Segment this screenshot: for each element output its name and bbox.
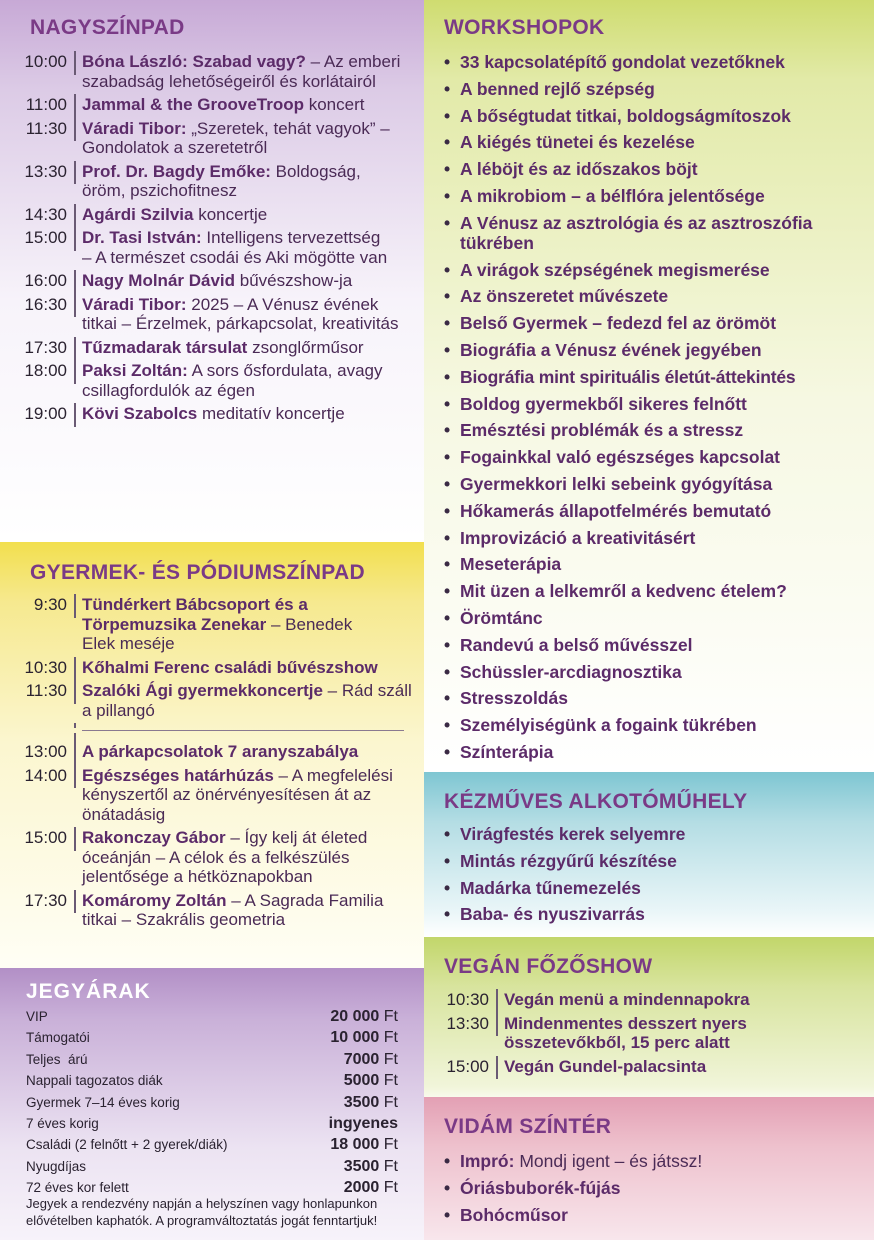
ticket-label: 72 éves kor felett — [26, 1180, 129, 1196]
schedule-desc: bűvészshow-ja — [235, 271, 353, 290]
kezmuves-list — [444, 824, 864, 931]
gyermek-section — [0, 542, 424, 968]
price-unit: Ft — [379, 1072, 398, 1090]
schedule-title: Dr. Tasi István: — [82, 228, 202, 247]
schedule-desc: – Benedek Elek meséje — [82, 614, 353, 653]
ticket-label: 7 éves korig — [26, 1116, 99, 1132]
schedule-title: Tűzmadarak társulat — [82, 337, 248, 357]
schedule-text — [76, 161, 402, 204]
nagyszinpad-section — [0, 0, 424, 542]
list-item: • A virágok szépségének megismerése — [444, 260, 859, 280]
list-item: • 33 kapcsolatépítő gondolat vezetőknek — [444, 52, 859, 72]
schedule-row — [20, 94, 418, 118]
schedule-title: Paksi Zoltán: — [82, 361, 188, 380]
list-item: • Az önszeretet művészete — [444, 286, 859, 306]
schedule-title: Prof. Dr. Bagdy Emőke: — [82, 161, 271, 181]
schedule-time: 15:00 — [20, 827, 76, 851]
schedule-text — [76, 890, 405, 933]
schedule-title: Váradi Tibor: — [82, 294, 187, 314]
price-value: 5000 — [343, 1072, 380, 1090]
list-item — [444, 1151, 864, 1171]
ticket-label: Családi (2 felnőtt + 2 gyerek/diák) — [26, 1137, 228, 1153]
list-item — [444, 1178, 864, 1198]
schedule-desc: – A Sagrada Familia titkai – Szakrális geometria — [82, 890, 384, 929]
ticket-row — [26, 1156, 398, 1177]
list-item: • Emésztési problémák és a stressz — [444, 420, 859, 440]
schedule-title: Vegán Gundel-palacsinta — [504, 1056, 707, 1076]
ticket-row — [26, 1006, 398, 1027]
schedule-row — [20, 680, 418, 723]
ticket-price — [344, 1049, 398, 1070]
ticket-row — [26, 1070, 398, 1091]
schedule-title: Egészséges határhúzás — [82, 765, 274, 785]
workshopok-section — [424, 0, 874, 772]
price-unit: Ft — [379, 1029, 398, 1047]
ticket-price — [330, 1006, 398, 1027]
schedule-desc: meditatív koncertje — [197, 404, 345, 423]
list-item: • Belső Gyermek – fedezd fel az örömöt — [444, 313, 859, 333]
schedule-row — [20, 337, 418, 361]
schedule-title: A párkapcsolatok 7 aranyszabálya — [82, 742, 359, 761]
list-item: • Színterápia — [444, 742, 859, 762]
schedule-row — [20, 204, 418, 228]
schedule-text — [76, 403, 345, 427]
jegyarak-heading: JEGYÁRAK — [26, 980, 151, 1003]
ticket-price-list — [26, 1006, 398, 1199]
price-value: 18 000 — [330, 1136, 380, 1154]
ticket-row — [26, 1134, 398, 1155]
ticket-price — [344, 1092, 398, 1113]
schedule-title: Jammal & the GrooveTroop — [82, 95, 304, 114]
schedule-desc: koncertje — [193, 204, 268, 224]
item-title: Bohócműsor — [460, 1204, 568, 1225]
workshopok-heading: WORKSHOPOK — [444, 16, 605, 39]
schedule-title: Vegán menü a mindennapokra — [504, 990, 750, 1009]
schedule-text — [76, 94, 364, 118]
schedule-title: Komáromy Zoltán — [82, 890, 227, 910]
ticket-label: Nappali tagozatos diák — [26, 1073, 163, 1089]
schedule-text — [498, 1013, 780, 1056]
price-unit: Ft — [379, 1157, 398, 1175]
list-item: • A benned rejlő szépség — [444, 79, 859, 99]
vegan-section — [424, 937, 874, 1097]
schedule-text — [498, 1056, 706, 1080]
list-item: • Személyiségünk a fogaink tükrében — [444, 715, 859, 735]
list-item: • Mit üzen a lelkemről a kedvenc ételem? — [444, 581, 859, 601]
right-column — [424, 0, 874, 1240]
schedule-row — [20, 657, 418, 681]
schedule-row — [440, 1013, 780, 1056]
list-item: • A Vénusz az asztrológia és az asztroszófia tükrében — [444, 213, 844, 253]
price-unit: Ft — [379, 1179, 398, 1197]
schedule-title: Rakonczay Gábor — [82, 828, 226, 847]
item-desc: Mondj igent – és játssz! — [514, 1151, 703, 1171]
schedule-text — [76, 680, 418, 723]
schedule-row — [20, 827, 405, 890]
list-item: • Biográfia mint spirituális életút-áttekintés — [444, 367, 859, 387]
gyermek-timetable — [20, 594, 418, 933]
schedule-text — [76, 118, 418, 161]
ticket-price — [330, 1134, 398, 1155]
schedule-title: Szalóki Ági gyermekkoncertje — [82, 681, 323, 700]
schedule-time: 11:30 — [20, 118, 76, 142]
schedule-time: 10:30 — [440, 989, 498, 1013]
price-value: 3500 — [343, 1157, 380, 1175]
schedule-text — [498, 989, 750, 1013]
schedule-row — [20, 118, 418, 161]
item-title: Impró: — [460, 1151, 515, 1171]
vegan-heading: VEGÁN FŐZŐSHOW — [444, 955, 653, 978]
schedule-title: Mindenmentes desszert nyers összetevőkből, 15 perc alatt — [504, 1013, 747, 1052]
section-divider — [82, 730, 404, 731]
list-item: • A mikrobiom – a bélflóra jelentősége — [444, 186, 859, 206]
price-unit: Ft — [379, 1136, 398, 1154]
list-item: • Örömtánc — [444, 608, 859, 628]
schedule-row — [20, 594, 365, 657]
schedule-time: 13:30 — [440, 1013, 498, 1037]
list-item: • Fogainkkal való egészséges kapcsolat — [444, 447, 859, 467]
price-value: ingyenes — [328, 1115, 398, 1133]
list-item: • Stresszoldás — [444, 688, 859, 708]
ticket-row — [26, 1049, 398, 1070]
list-item: • Baba- és nyuszivarrás — [444, 904, 864, 924]
schedule-row — [20, 227, 390, 270]
schedule-desc: – A megfelelési kényszertől az önérvényesítésen át az önátadásig — [82, 765, 393, 824]
list-item: • Hőkamerás állapotfelmérés bemutató — [444, 501, 859, 521]
price-value: 10 000 — [330, 1029, 380, 1047]
vidam-section — [424, 1097, 874, 1240]
schedule-text — [76, 51, 402, 94]
left-column — [0, 0, 424, 1240]
list-item: • Boldog gyermekből sikeres felnőtt — [444, 394, 859, 414]
schedule-desc: „Szeretek, tehát vagyok” – Gondolatok a szeretetről — [82, 118, 390, 157]
schedule-row — [20, 360, 405, 403]
schedule-desc: Intelligens tervezettség – A természet csodái és Aki mögötte van — [82, 228, 388, 267]
schedule-desc: A sors ősfordulata, avagy csillagfordulók az égen — [82, 361, 383, 400]
schedule-text — [76, 827, 405, 890]
schedule-time: 16:00 — [20, 270, 76, 294]
schedule-title: Tündérkert Bábcsoport és a Törpemuzsika Zenekar — [82, 595, 308, 634]
list-item: • Biográfia a Vénusz évének jegyében — [444, 340, 859, 360]
list-item: • Virágfestés kerek selyemre — [444, 824, 864, 844]
list-item: • A kiégés tünetei és kezelése — [444, 132, 859, 152]
ticket-price — [329, 1113, 398, 1134]
gyermek-heading: GYERMEK- ÉS PÓDIUMSZÍNPAD — [30, 561, 365, 584]
schedule-title: Kőhalmi Ferenc családi bűvészshow — [82, 657, 378, 677]
schedule-desc: – Az emberi szabadság lehetőségeiről és korlátairól — [82, 52, 401, 91]
list-item: • Meseterápia — [444, 554, 859, 574]
ticket-price — [344, 1156, 398, 1177]
schedule-time: 11:30 — [20, 680, 76, 704]
ticket-note: Jegyek a rendezvény napján a helyszínen vagy honlapunkon elővételben kaphatók. A programváltoztatás jogát fenntartjuk! — [26, 1196, 378, 1228]
schedule-text — [76, 227, 390, 270]
list-item: • Mintás rézgyűrű készítése — [444, 851, 864, 871]
list-item: • Randevú a belső művésszel — [444, 635, 859, 655]
schedule-time: 14:30 — [20, 204, 76, 228]
schedule-row — [20, 294, 400, 337]
price-unit: Ft — [379, 1008, 398, 1025]
schedule-gap — [20, 733, 418, 741]
ticket-row — [26, 1027, 398, 1048]
schedule-title: Nagy Molnár Dávid — [82, 271, 236, 290]
schedule-row — [440, 1056, 780, 1080]
schedule-text — [76, 594, 365, 657]
schedule-row — [20, 403, 418, 427]
schedule-text — [76, 360, 405, 403]
nagyszinpad-heading: NAGYSZÍNPAD — [30, 16, 185, 39]
schedule-time: 10:00 — [20, 51, 76, 75]
list-item: • Improvizáció a kreativitásért — [444, 528, 859, 548]
item-title: Óriásbuborék-fújás — [460, 1177, 621, 1198]
price-value: 7000 — [343, 1050, 380, 1068]
list-item: • Gyermekkori lelki sebeink gyógyítása — [444, 474, 859, 494]
schedule-text — [76, 270, 352, 294]
workshop-list — [444, 52, 859, 769]
ticket-label: Támogatói — [26, 1030, 90, 1046]
schedule-time: 13:00 — [20, 741, 76, 765]
list-item: • A léböjt és az időszakos böjt — [444, 159, 859, 179]
schedule-desc: – Rád száll a pillangó — [82, 681, 412, 720]
schedule-title: Agárdi Szilvia — [82, 204, 194, 224]
timeline-spacer — [20, 723, 76, 728]
price-value: 20 000 — [330, 1008, 380, 1025]
kezmuves-section — [424, 772, 874, 937]
ticket-label: VIP — [26, 1009, 48, 1024]
schedule-time: 9:30 — [20, 594, 76, 618]
schedule-time: 14:00 — [20, 765, 76, 789]
schedule-time: 13:30 — [20, 161, 76, 185]
schedule-text — [76, 337, 364, 361]
schedule-text — [76, 741, 358, 765]
ticket-price — [344, 1070, 398, 1091]
schedule-time: 16:30 — [20, 294, 76, 318]
schedule-row — [20, 161, 402, 204]
vidam-heading: VIDÁM SZÍNTÉR — [444, 1115, 612, 1138]
schedule-row — [20, 765, 412, 828]
ticket-label: Gyermek 7–14 éves korig — [26, 1094, 180, 1110]
nagyszinpad-timetable — [20, 51, 418, 427]
schedule-row — [20, 270, 418, 294]
list-item: • A bőségtudat titkai, boldogságmítoszok — [444, 106, 859, 126]
list-item: • Schüssler-arcdiagnosztika — [444, 662, 859, 682]
schedule-desc: Boldogság, öröm, pszichofitnesz — [82, 161, 361, 200]
schedule-title: Bóna László: Szabad vagy? — [82, 52, 306, 71]
schedule-desc: – Így kelj át életed óceánján – A célok és a felkészülés jelentősége a hétköznapokban — [82, 828, 368, 886]
schedule-text — [76, 204, 267, 228]
price-value: 2000 — [343, 1179, 380, 1197]
schedule-row — [20, 890, 405, 933]
schedule-desc: zsonglőrműsor — [247, 337, 364, 357]
schedule-time: 18:00 — [20, 360, 76, 384]
ticket-price — [330, 1027, 398, 1048]
schedule-title: Kövi Szabolcs — [82, 404, 198, 423]
schedule-desc: koncert — [304, 95, 365, 114]
price-unit: Ft — [379, 1093, 398, 1111]
schedule-row — [20, 51, 402, 94]
schedule-row — [20, 741, 418, 765]
price-value: 3500 — [343, 1093, 380, 1111]
price-unit: Ft — [379, 1050, 398, 1068]
list-item: • Madárka tűnemezelés — [444, 878, 864, 898]
schedule-time: 17:30 — [20, 890, 76, 914]
schedule-time: 11:00 — [20, 94, 76, 118]
schedule-row — [440, 989, 780, 1013]
ticket-label: Nyugdíjas — [26, 1158, 87, 1174]
schedule-time: 10:30 — [20, 657, 76, 681]
kezmuves-heading: KÉZMŰVES ALKOTÓMŰHELY — [444, 790, 748, 813]
schedule-time: 17:30 — [20, 337, 76, 361]
schedule-time: 19:00 — [20, 403, 76, 427]
schedule-title: Váradi Tibor: — [82, 118, 187, 138]
timeline-spacer — [20, 733, 76, 741]
schedule-time: 15:00 — [20, 227, 76, 251]
list-item — [444, 1205, 864, 1225]
schedule-gap — [20, 723, 418, 728]
schedule-text — [76, 294, 400, 337]
ticket-row — [26, 1092, 398, 1113]
ticket-row — [26, 1113, 398, 1134]
schedule-time: 15:00 — [440, 1056, 498, 1080]
schedule-desc: 2025 – A Vénusz évének titkai – Érzelmek, párkapcsolat, kreativitás — [82, 294, 399, 333]
schedule-text — [76, 765, 412, 828]
schedule-text — [76, 657, 378, 681]
vidam-list — [444, 1151, 864, 1231]
vegan-timetable — [440, 989, 780, 1079]
ticket-label: Teljes árú — [26, 1051, 88, 1067]
